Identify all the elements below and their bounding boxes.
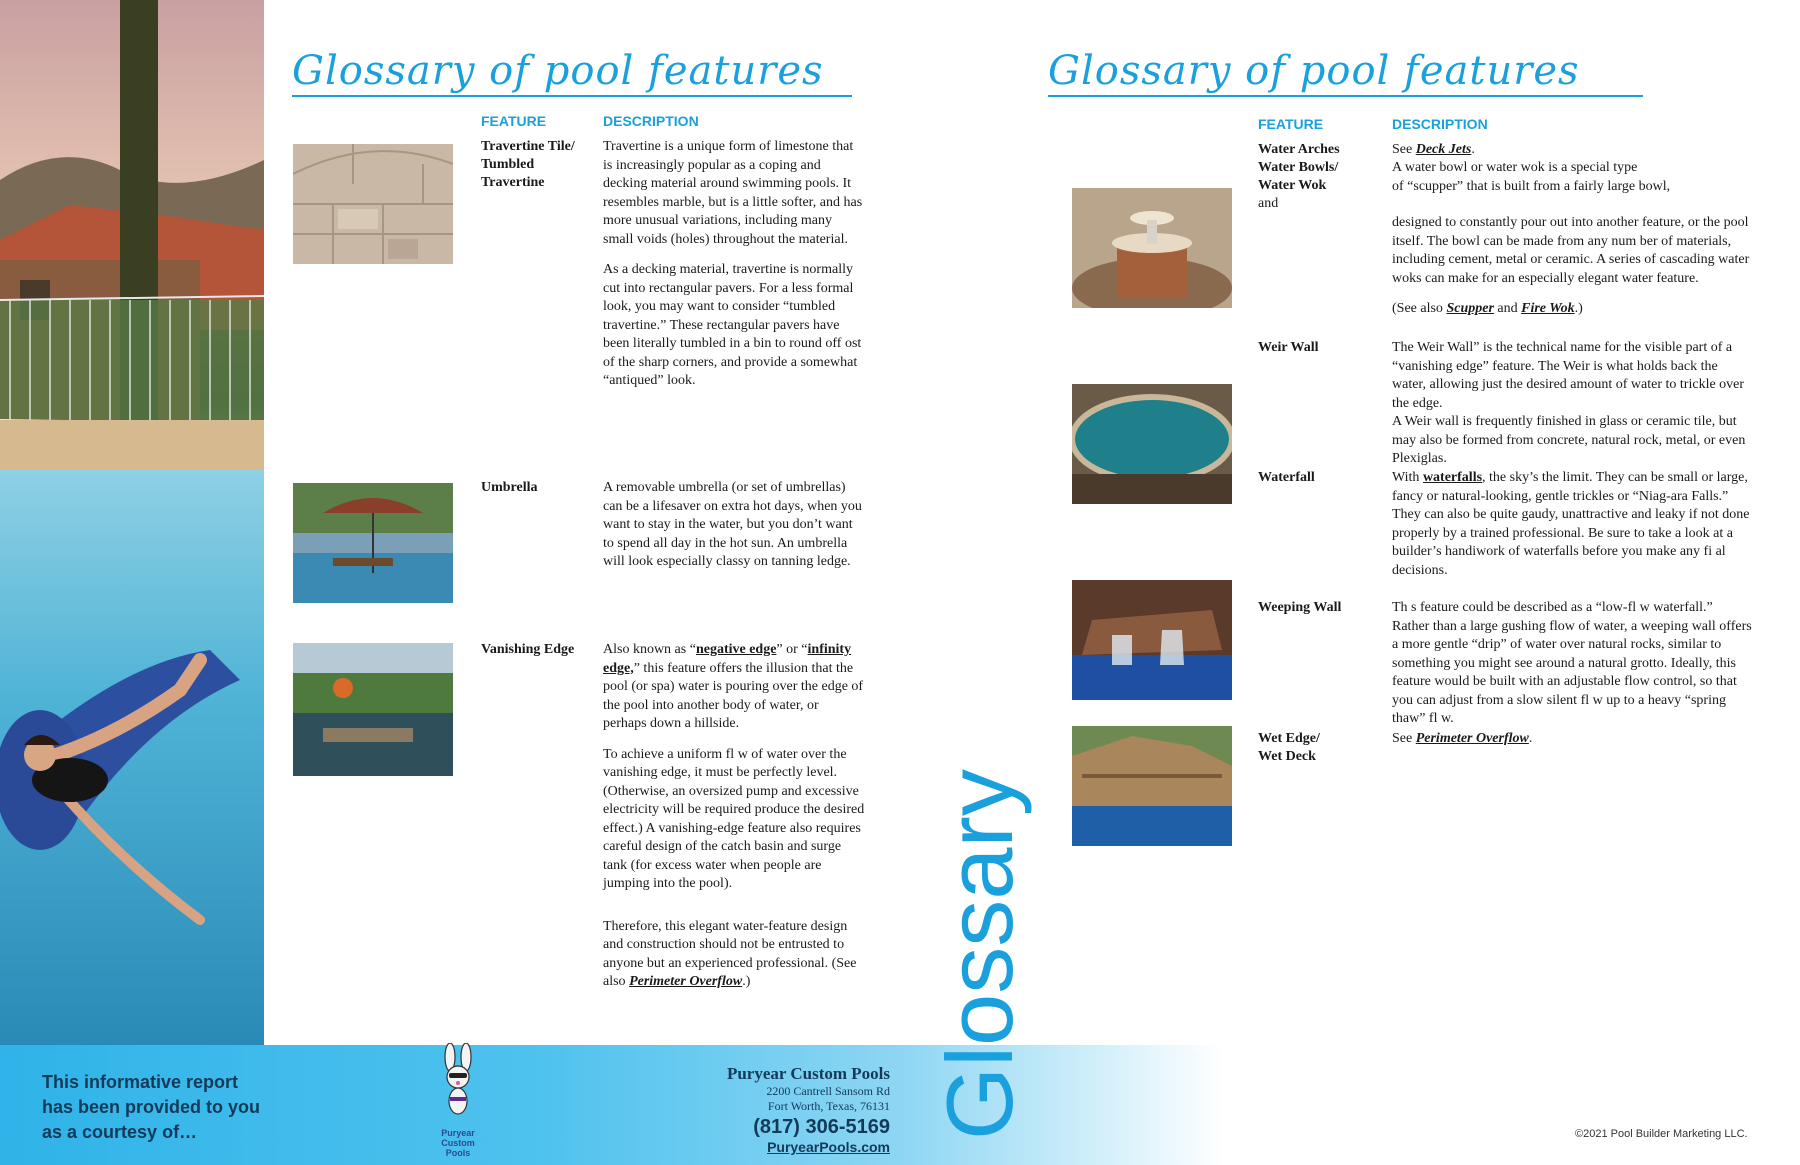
link-perimeter-overflow-left[interactable]: Perimeter Overflow (629, 974, 743, 989)
vanishing-desc-p3-text: Therefore, this elegant water-feature design and construction should not be entrusted to anyone but an experienced professional. (See also (603, 918, 857, 989)
description-weir-wall (1392, 339, 1752, 469)
bowls-see-pre: (See also (1392, 301, 1447, 316)
courtesy-line-1: This informative report (42, 1072, 239, 1092)
link-negative-edge[interactable]: negative edge (695, 642, 777, 657)
vanishing-desc-p1 (603, 641, 865, 734)
travertine-desc-p1: Travertine is a unique form of limestone that is increasingly popular as a coping and decking material around swimming pools. It resembles marble, but is a little softer, and has more unusual variations, including many small voids (holes) throughout the material. (603, 139, 863, 247)
vertical-glossary-title: Glossary (927, 769, 1032, 1140)
description-weeping-wall: Th s feature could be described as a “low-fl w waterfall.” Rather than a large gushing flow of water, a weeping wall offers a more gentle “drip” of water over natural rocks, similar to something you might see around a natural grotto. Ideally, this feature would be built with an adjustable flow control, so that you can adjust from a slow silent fl w up to a heavy “spring thaw” fl w. (1392, 600, 1752, 726)
right-col-description-header: DESCRIPTION (1392, 116, 1488, 132)
description-umbrella (603, 479, 865, 584)
weeping-wall-thumbnail (1072, 726, 1232, 846)
bowls-desc-line2: of “scupper” that is built from a fairly large bowl, (1392, 178, 1671, 194)
waterfall-photo (1072, 580, 1232, 700)
link-fire-wok[interactable]: Fire Wok (1521, 301, 1575, 316)
weeping-wall-photo (1072, 726, 1232, 846)
feature-vanishing-edge: Vanishing Edge (481, 642, 575, 657)
feature-water-bowls-line1: Water Bowls/ (1258, 160, 1339, 175)
vanishing-edge-thumbnail (293, 643, 453, 776)
company-logo (428, 1043, 488, 1165)
description-water-bowls (1392, 159, 1752, 319)
company-contact (640, 1064, 890, 1155)
left-title-underline (292, 95, 852, 97)
description-waterfall (1392, 469, 1752, 580)
feature-water-bowls-line3: and (1258, 196, 1279, 211)
link-infinity-edge[interactable]: infinity edge, (603, 642, 852, 676)
link-waterfalls[interactable]: waterfalls (1422, 470, 1483, 485)
bowls-see-post: .) (1574, 301, 1583, 316)
waterfall-thumbnail (1072, 580, 1232, 700)
umbrella-thumbnail (293, 483, 453, 603)
description-wet-edge (1392, 730, 1752, 749)
courtesy-line-3: as a courtesy of… (42, 1122, 198, 1142)
vanishing-desc-text-b: ” or “ (776, 642, 808, 657)
bunny-mascot-icon (428, 1043, 488, 1123)
logo-line-2: Custom (441, 1138, 475, 1148)
vanishing-edge-photo (293, 643, 453, 776)
water-bowl-thumbnail (1072, 188, 1232, 308)
description-vanishing-edge (603, 641, 865, 1004)
umbrella-desc-p1: A removable umbrella (or set of umbrellas) can be a lifesaver on extra hot days, when you want to stay in the water, but you don’t want to spend all day in the hot sun. An umbrella will look especially classy on tanning ledge. (603, 480, 862, 569)
hero-photo-pool-woman (0, 0, 264, 1045)
weir-wall-thumbnail (1072, 384, 1232, 504)
bowls-see-and: and (1493, 301, 1522, 316)
feature-travertine: Travertine Tile/ Tumbled Travertine (481, 139, 575, 190)
left-page-title: Glossary of pool features (292, 48, 824, 94)
footer-band (0, 1045, 1800, 1165)
link-deck-jets[interactable]: Deck Jets (1415, 142, 1472, 157)
water-bowl-photo (1072, 188, 1232, 308)
feature-umbrella: Umbrella (481, 480, 538, 495)
company-address-2: Fort Worth, Texas, 76131 (767, 1099, 890, 1113)
wetedge-period: . (1528, 731, 1533, 746)
feature-wet-edge-line2: Wet Deck (1258, 749, 1316, 764)
company-name: Puryear Custom Pools (726, 1064, 890, 1083)
logo-text (428, 1128, 488, 1158)
bowls-see-also (1392, 300, 1752, 319)
weir-desc-p2: A Weir wall is frequently finished in glass or ceramic tile, but may also be formed from concrete, natural rock, metal, or even Plexiglas. (1392, 414, 1746, 466)
feature-water-bowls (1258, 159, 1338, 213)
vanishing-desc-p3 (603, 918, 865, 992)
arches-period: . (1471, 142, 1475, 157)
logo-line-3: Pools (445, 1148, 471, 1158)
vanishing-desc-p2: To achieve a uniform fl w of water over the vanishing edge, it must be perfectly level. (Otherwise, an oversized pump and excessive electricity will be required produce the desired effect.) A vanishing-edge feature also requires careful design of the catch basin and surge tank (for excess water when people are jumping into the pool). (603, 746, 865, 891)
travertine-thumbnail (293, 144, 453, 264)
feature-weeping-wall: Weeping Wall (1258, 600, 1342, 615)
weir-desc-p1: The Weir Wall” is the technical name for the visible part of a “vanishing edge” feature. The Weir is what holds back the water, allowing just the desired amount of water to trickle over the edge. (1392, 340, 1745, 411)
link-perimeter-overflow-right[interactable]: Perimeter Overflow (1415, 731, 1529, 746)
courtesy-line-2: has been provided to you (42, 1097, 261, 1117)
copyright-notice: ©2021 Pool Builder Marketing LLC. (1575, 1128, 1748, 1140)
courtesy-text (42, 1070, 260, 1145)
description-travertine (603, 138, 865, 403)
arches-see-text: See (1392, 142, 1416, 157)
feature-weir-wall: Weir Wall (1258, 340, 1319, 355)
left-col-feature-header: FEATURE (481, 113, 547, 129)
right-title-underline (1048, 95, 1643, 97)
bowls-desc-line1: A water bowl or water wok is a special type (1392, 160, 1638, 175)
weir-wall-photo (1072, 384, 1232, 504)
wetedge-see-text: See (1392, 731, 1416, 746)
umbrella-photo (293, 483, 453, 603)
right-col-feature-header: FEATURE (1258, 116, 1324, 132)
right-page-title: Glossary of pool features (1048, 48, 1580, 94)
company-phone[interactable]: (817) 306-5169 (753, 1116, 890, 1138)
description-water-arches (1392, 141, 1752, 160)
vanishing-desc-text-a: Also known as “ (603, 642, 696, 657)
feature-wet-edge-line1: Wet Edge/ (1258, 731, 1320, 746)
waterfall-desc-body: , the sky’s the limit. They can be small or large, fancy or natural-looking, gentle trickles or “Niag-ara Falls.” They can also be quite gaudy, unattractive and leaky if not done properly by a trained professional. Be sure to take a look at a builder’s handiwork of waterfalls before you make any fi al decisions. (1392, 470, 1750, 578)
vanishing-desc-p3-end: .) (742, 974, 751, 989)
waterfall-desc-pre: With (1392, 470, 1423, 485)
company-address-1: 2200 Cantrell Sansom Rd (766, 1084, 890, 1098)
vanishing-desc-text-c: ” this feature offers the illusion that the pool (or spa) water is pouring over the edge of the pool into another body of water, or perhaps down a hillside. (603, 660, 864, 731)
feature-water-arches: Water Arches (1258, 142, 1340, 157)
feature-wet-edge (1258, 730, 1320, 766)
hero-photo-illustration (0, 0, 264, 1045)
travertine-desc-p2: As a decking material, travertine is normally cut into rectangular pavers. For a less formal look, you may want to consider “tumbled travertine.” These rectangular pavers have been literally tumbled in a bin to round off ost of the sharp corners, and provide a somewhat “antiqued” look. (603, 262, 862, 388)
logo-line-1: Puryear (441, 1128, 475, 1138)
feature-waterfall: Waterfall (1258, 470, 1315, 485)
feature-water-bowls-line2: Water Wok (1258, 178, 1327, 193)
travertine-photo (293, 144, 453, 264)
link-scupper[interactable]: Scupper (1446, 301, 1494, 316)
left-col-description-header: DESCRIPTION (603, 113, 699, 129)
company-website-link[interactable]: PuryearPools.com (767, 1139, 890, 1155)
bowls-desc-body: designed to constantly pour out into another feature, or the pool itself. The bowl can be made from any num ber of materials, including cement, metal or ceramic. A series of cascading water woks can make for an especially elegant water feature. (1392, 215, 1750, 286)
